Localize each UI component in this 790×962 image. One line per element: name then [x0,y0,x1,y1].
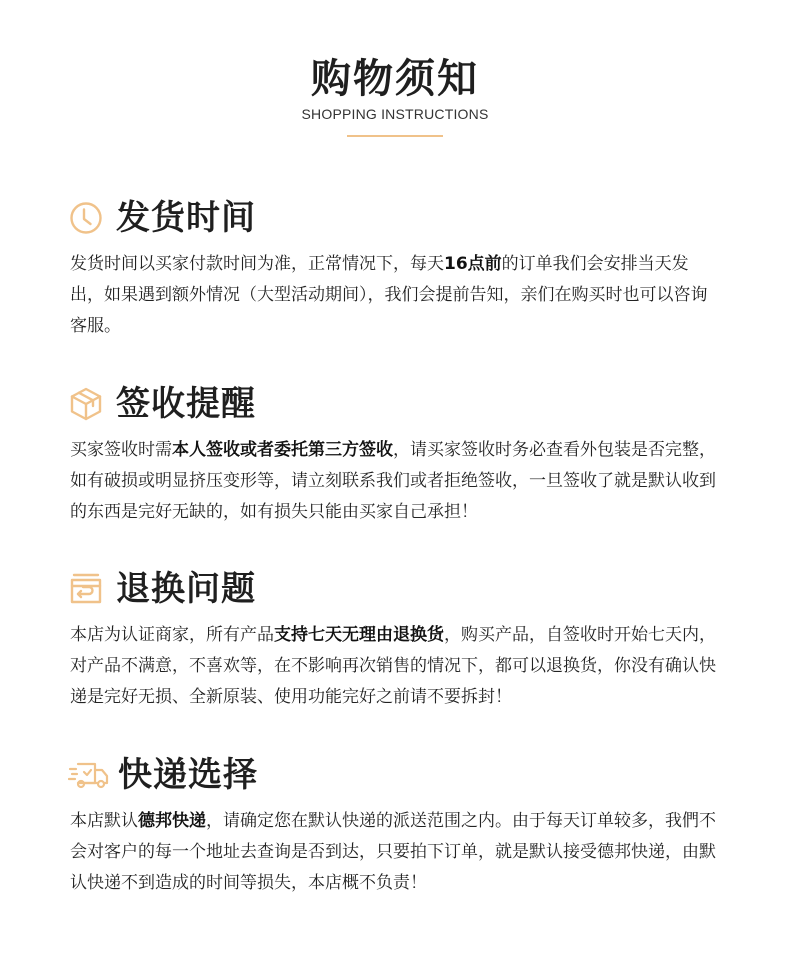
highlight-text: 本人签收或者委托第三方签收 [172,440,393,460]
title-underline [347,135,443,137]
package-box-icon [68,386,104,422]
section-text: 买家签收时需本人签收或者委托第三方签收，请买家签收时务必查看外包装是否完整，如有破损或明显挤压变形等，请立刻联系我们或者拒绝签收，一旦签收了就是默认收到的东西是完好无缺的，如有损失只能由买家自己承担！ [70,440,716,522]
page-header [0,54,790,137]
page-subtitle: SHOPPING INSTRUCTIONS [301,106,489,122]
highlight-text: 德邦快递 [138,811,206,831]
section-text: 本店默认德邦快递，请确定您在默认快递的派送范围之内。由于每天订单较多，我們不会对客户的每一个地址去查询是否到达，只要拍下订单，就是默认接受德邦快递，由默认快递不到造成的时间等损失，本店概不负责！ [70,811,716,893]
return-box-icon [68,571,104,607]
section-title: 退换问题 [116,569,256,609]
section-text: 本店为认证商家，所有产品支持七天无理由退换货，购买产品，自签收时开始七天内，对产品不满意，不喜欢等，在不影响再次销售的情况下，都可以退换货，你没有确认快递是完好无损、全新原装、使用功能完好之前请不要拆封！ [70,625,716,707]
highlight-text: 支持七天无理由退换货 [274,625,444,645]
section-heading [68,564,256,614]
page-title: 购物须知 [311,56,479,102]
section-title: 签收提醒 [116,384,256,424]
clock-icon [68,200,104,236]
delivery-truck-icon [68,757,110,793]
section-text: 发货时间以买家付款时间为准，正常情况下，每天16点前的订单我们会安排当天发出，如果遇到额外情况（大型活动期间），我们会提前告知，亲们在购买时也可以咨询客服。 [70,254,708,336]
section-heading [68,379,256,429]
section-title: 发货时间 [116,198,256,238]
highlight-text: 16点前 [444,254,502,274]
section-heading [68,750,258,800]
section-heading [68,193,256,243]
section-title: 快递选择 [118,755,258,795]
